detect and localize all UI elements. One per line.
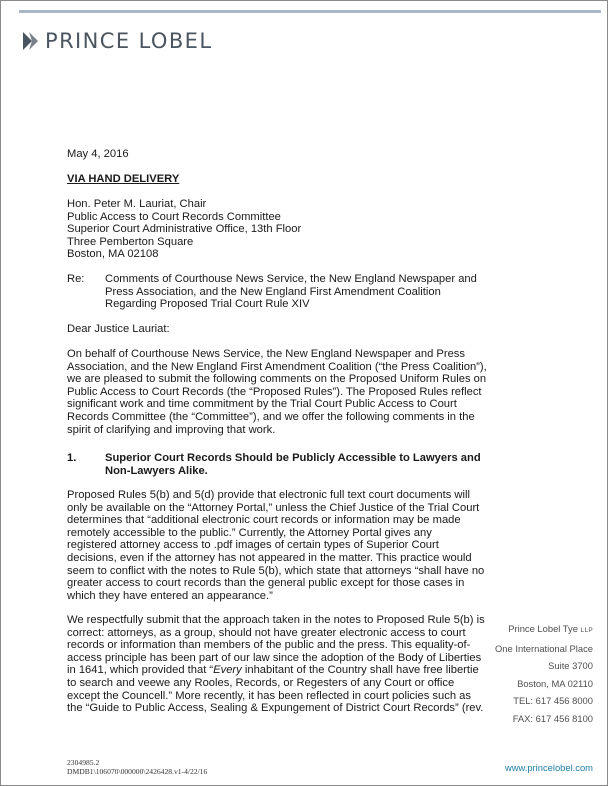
text-line: spirit of clarifying and improving that work.	[67, 423, 276, 436]
recipient-address	[67, 198, 487, 261]
text-line: greater access to court records than the general public except for those cases in	[67, 577, 465, 590]
text-line: only be available on the “Attorney Portal,” unless the Chief Justice of the Trial Court	[67, 501, 480, 514]
text-line: which they have entered an appearance.”	[67, 589, 273, 602]
address-line: Three Pemberton Square	[67, 235, 194, 248]
emphasis-text: Every	[213, 664, 242, 677]
heading-line: Non-Lawyers Alike.	[105, 464, 208, 477]
firm-suite: Suite 3700	[548, 660, 593, 672]
letter-date: May 4, 2016	[67, 148, 129, 160]
address-line: Superior Court Administrative Office, 13th Floor	[67, 223, 302, 236]
re-line: Press Association, and the New England First Amendment Coalition	[105, 285, 441, 298]
heading-line: Superior Court Records Should be Publicly Accessible to Lawyers and	[105, 452, 481, 464]
text-line: except the Councell.” More recently, it has been reflected in court policies such as	[67, 689, 471, 702]
re-line: Regarding Proposed Trial Court Rule XIV	[105, 298, 310, 311]
paragraph-attorney-portal	[67, 489, 487, 602]
text-line: Association, and the New England First Amendment Coalition (“the Press Coalition”),	[67, 360, 487, 373]
text-line: access principle has been part of our law since the adoption of the Body of Liberties	[67, 651, 482, 664]
text-line: remotely accessible to the public.” Currently, the Attorney Portal gives any	[67, 526, 432, 539]
re-label: Re:	[67, 273, 85, 285]
paragraph-equal-access	[67, 614, 487, 715]
doc-path: DMDB1\106070\000000\2426428.v1-4/22/16	[67, 767, 208, 777]
firm-tel: TEL: 617 456 8000	[513, 695, 593, 707]
logo-text: PRINCE LOBEL	[45, 29, 213, 53]
firm-city: Boston, MA 02110	[517, 677, 593, 689]
text-line	[67, 664, 487, 677]
text-line: seem to conflict with the notes to Rule 5(b), which state that attorneys “shall have no	[67, 564, 485, 577]
doc-number: 2304985.2	[67, 758, 100, 767]
firm-website-link[interactable]: www.princelobel.com	[504, 762, 593, 773]
text-line: significant work and time commitment by the Trial Court Public Access to Court	[67, 398, 457, 411]
address-line: Public Access to Court Records Committee	[67, 210, 281, 223]
re-line: Comments of Courthouse News Service, the New England Newspaper and	[105, 273, 477, 285]
firm-name-text: Prince Lobel Tye	[508, 623, 578, 634]
text-line: records or information than members of the public and the press. This equality-of-	[67, 639, 471, 652]
text-line: we are pleased to submit the following comments on the Proposed Uniform Rules on	[67, 373, 487, 386]
paragraph-intro	[67, 348, 487, 436]
section-number: 1.	[67, 452, 77, 464]
text-line: determines that “additional electronic court records or information may be made	[67, 514, 461, 527]
address-line: Boston, MA 02108	[67, 248, 159, 261]
firm-logo	[23, 30, 212, 52]
header-rule	[19, 10, 601, 13]
text-line: Proposed Rules 5(b) and 5(d) provide that electronic full text court documents will	[67, 489, 470, 501]
text-segment: in 1641, which provided that “	[67, 664, 214, 677]
section-heading	[105, 452, 481, 477]
text-line: Records Committee (the “Committee”), and we offer the following comments in the	[67, 410, 475, 423]
text-line: registered attorney access to .pdf images of certain types of Superior Court	[67, 539, 439, 552]
text-line: correct: attorneys, as a group, should not have greater electronic access to court	[67, 626, 466, 639]
text-segment: inhabitant of the Country shall have free libertie	[241, 664, 479, 677]
firm-llp: LLP	[580, 627, 593, 634]
firm-contact-block	[473, 620, 593, 728]
text-line: We respectfully submit that the approach taken in the notes to Proposed Rule 5(b) is	[67, 614, 485, 626]
chevron-mark-icon	[23, 32, 39, 50]
address-line: Hon. Peter M. Lauriat, Chair	[67, 198, 207, 210]
text-line: the “Guide to Public Access, Sealing & Expungement of District Court Records” (rev.	[67, 702, 484, 715]
text-line: Public Access to Court Records (the “Proposed Rules”). The Proposed Rules reflect	[67, 385, 482, 398]
firm-fax: FAX: 617 456 8100	[512, 712, 593, 724]
firm-name	[473, 620, 593, 640]
delivery-method: VIA HAND DELIVERY	[67, 173, 180, 185]
text-line: decisions, even if the attorney has not appeared in the matter. This practice would	[67, 551, 472, 564]
text-line: On behalf of Courthouse News Service, the New England Newspaper and Press	[67, 348, 465, 360]
document-footer	[67, 758, 207, 777]
salutation: Dear Justice Lauriat:	[67, 323, 170, 335]
firm-street: One International Place	[495, 642, 593, 654]
re-subject	[105, 273, 477, 311]
text-line: to search and veewe any Rooles, Records, or Regesters of any Court or office	[67, 676, 455, 689]
